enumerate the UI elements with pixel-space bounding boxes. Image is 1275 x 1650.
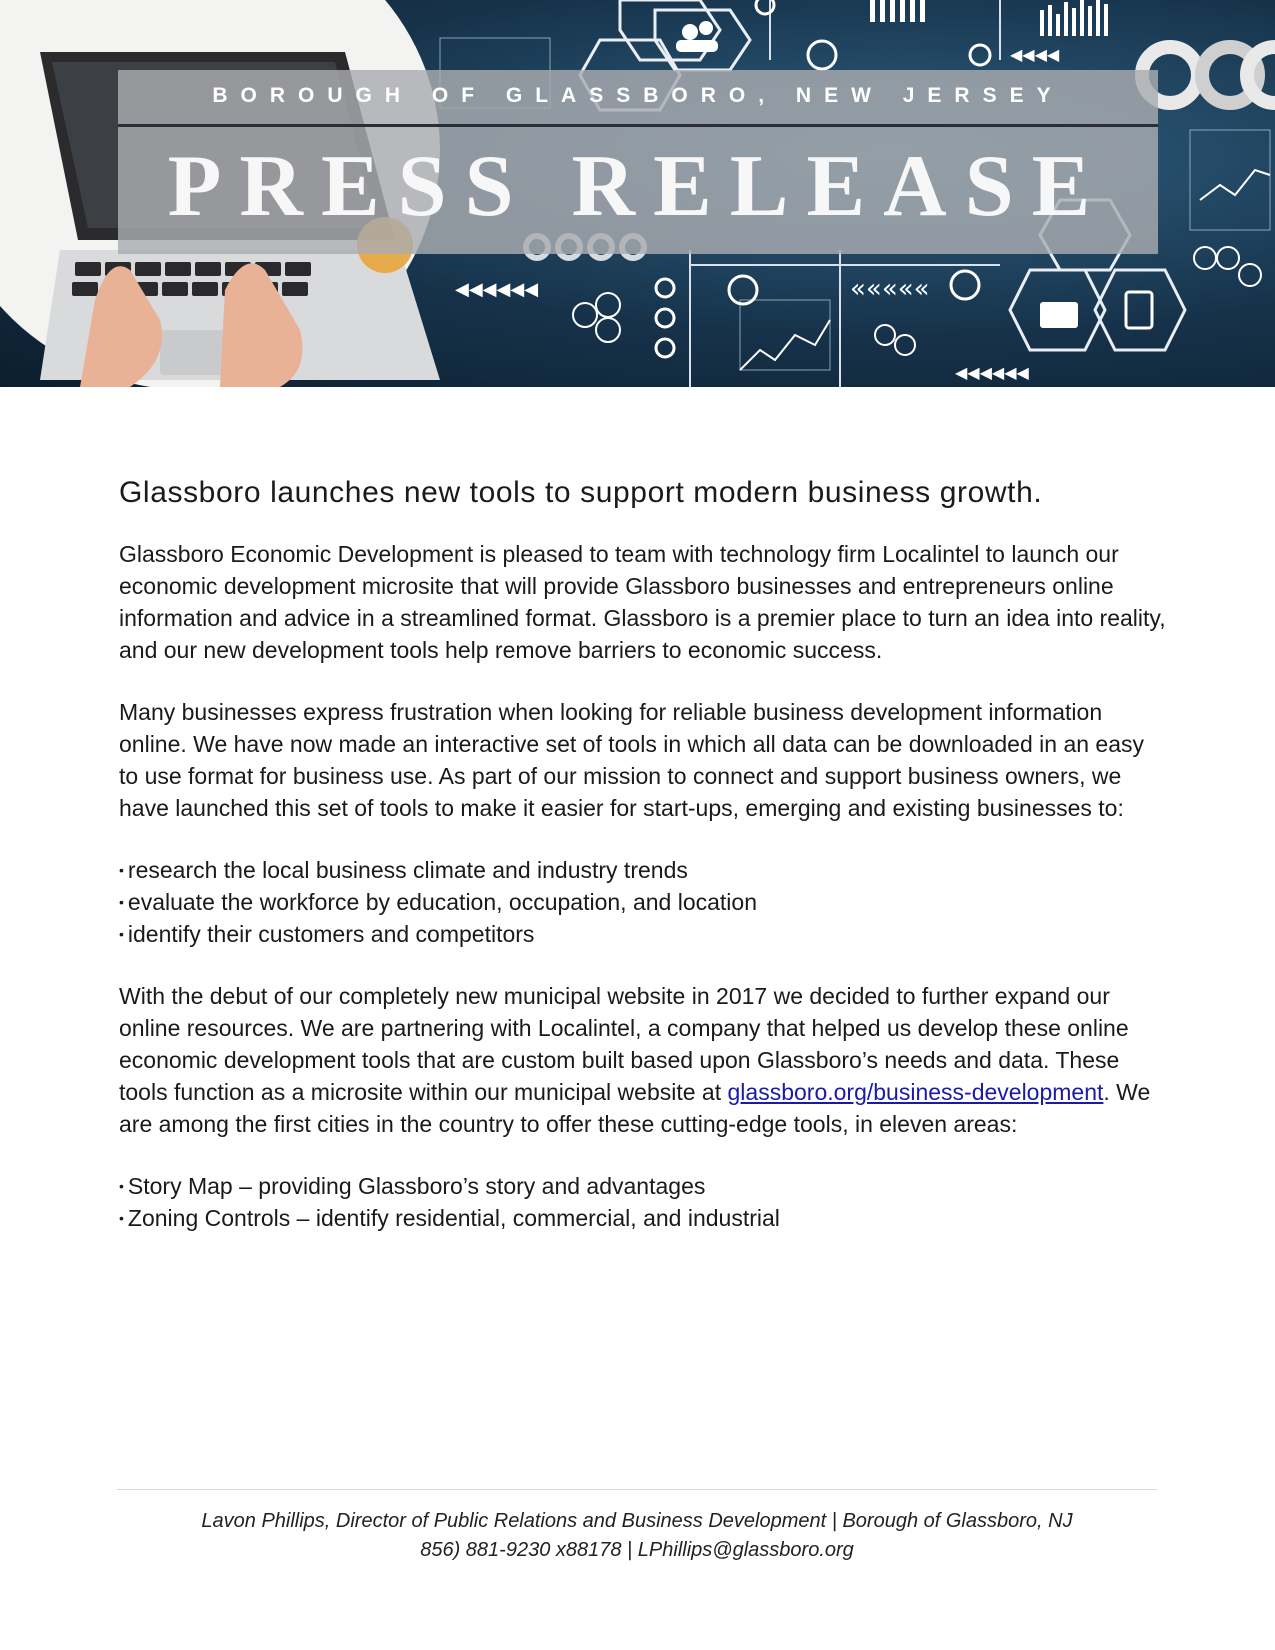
gear-icon xyxy=(756,0,774,14)
footer-line-1: Lavon Phillips, Director of Public Relations and Business Development | Borough of Glassboro, NJ xyxy=(201,1510,1073,1532)
svg-text:◀◀◀◀◀◀: ◀◀◀◀◀◀ xyxy=(955,363,1029,382)
paragraph-3 xyxy=(119,980,1169,1140)
footer-line-2: 856) 881-9230 x88178 | LPhillips@glassboro.org xyxy=(420,1539,854,1561)
gear-icon xyxy=(656,339,674,357)
banner-title: PRESS RELEASE xyxy=(167,138,1109,235)
bullet-icon: • xyxy=(119,862,124,878)
list-item xyxy=(119,886,1169,918)
list-item-text: identify their customers and competitors xyxy=(127,921,535,947)
list-item-text: Zoning Controls – identify residential, commercial, and industrial xyxy=(127,1205,780,1231)
press-release-body xyxy=(119,476,1169,1264)
paragraph-3-text-after: . We are among the first cities in the country to offer these cutting-edge tools, in eleven areas: xyxy=(119,1079,1151,1137)
bullet-icon: • xyxy=(119,926,124,942)
list-item xyxy=(119,1202,1169,1234)
svg-text:◀◀◀◀◀◀: ◀◀◀◀◀◀ xyxy=(455,279,539,300)
bullet-icon: • xyxy=(119,1210,124,1226)
title-divider xyxy=(118,124,1158,127)
footer-contact xyxy=(117,1507,1157,1565)
bullet-icon: • xyxy=(119,1178,124,1194)
list-item-text: Story Map – providing Glassboro’s story and advantages xyxy=(127,1173,706,1199)
pie-chart-icon xyxy=(951,271,979,299)
gear-icon xyxy=(656,279,674,297)
header-banner xyxy=(0,0,1275,387)
grid-chart-icon xyxy=(740,300,830,370)
svg-text:◀◀◀◀: ◀◀◀◀ xyxy=(1010,45,1060,64)
list-item xyxy=(119,854,1169,886)
footer-divider xyxy=(117,1489,1157,1490)
pie-chart-icon xyxy=(808,41,836,69)
bullet-list-purposes xyxy=(119,854,1169,950)
paragraph-1: Glassboro Economic Development is pleased to team with technology firm Localintel to launch our economic development microsite that will provide Glassboro businesses and entrepreneurs online information and advice in a streamlined format. Glassboro is a premier place to turn an idea into reality, and our new development tools help remove barriers to economic success. xyxy=(119,541,1166,663)
bullet-list-areas xyxy=(119,1170,1169,1234)
banner-kicker: BOROUGH OF GLASSBORO, NEW JERSEY xyxy=(212,84,1064,107)
tablet-hexagon-icon xyxy=(1095,270,1185,350)
svg-text:«««««: ««««« xyxy=(850,274,930,304)
bullet-icon: • xyxy=(119,894,124,910)
business-development-link[interactable]: glassboro.org/business-development xyxy=(727,1079,1104,1105)
gear-icon xyxy=(656,309,674,327)
paragraph-2: Many businesses express frustration when looking for reliable business development information online. We have now made an interactive set of tools in which all data can be downloaded in an easy to use format for business use. As part of our mission to connect and support business owners, we have launched this set of tools to make it easier for start-ups, emerging and existing businesses to: xyxy=(119,699,1144,821)
grid-chart-icon xyxy=(1190,130,1270,230)
paragraph-3-text-before: With the debut of our completely new municipal website in 2017 we decided to further expand our online resources. We are partnering with Localintel, a company that helped us develop these online economic development tools that are custom built based upon Glassboro’s needs and data. These tools function as a microsite within our municipal website at xyxy=(119,983,1129,1105)
list-item xyxy=(119,918,1169,950)
headline: Glassboro launches new tools to support modern business growth. xyxy=(119,476,1043,509)
list-item xyxy=(119,1170,1169,1202)
title-box xyxy=(118,70,1158,254)
gear-icon xyxy=(970,45,990,65)
list-item-text: research the local business climate and industry trends xyxy=(127,857,688,883)
list-item-text: evaluate the workforce by education, occupation, and location xyxy=(127,889,757,915)
